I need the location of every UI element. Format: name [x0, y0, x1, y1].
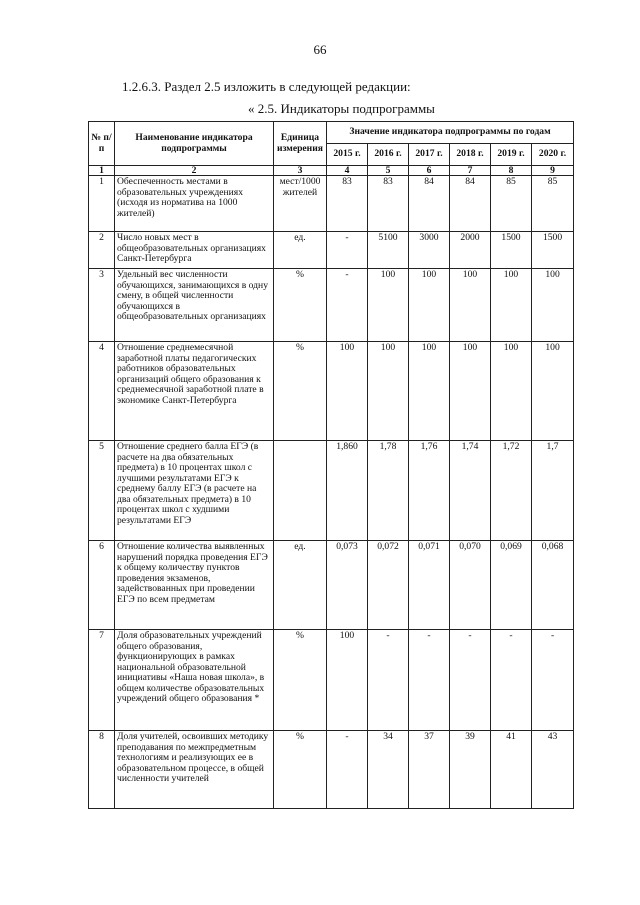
row-number: 2	[89, 232, 115, 269]
value-cell: 100	[409, 342, 450, 441]
table-row	[89, 342, 574, 441]
row-number: 1	[89, 176, 115, 232]
header-name: Наименование индикатора подпрограммы	[115, 122, 274, 166]
value-cell: 100	[368, 269, 409, 342]
table-row	[89, 269, 574, 342]
value-cell: 1,7	[532, 441, 574, 541]
column-number: 3	[274, 166, 327, 176]
value-cell: 0,070	[450, 541, 491, 630]
value-cell: -	[327, 269, 368, 342]
unit-cell: %	[274, 630, 327, 731]
section-title: « 2.5. Индикаторы подпрограммы	[248, 101, 435, 116]
value-cell: 83	[368, 176, 409, 232]
value-cell: 41	[491, 731, 532, 809]
value-cell: 1,74	[450, 441, 491, 541]
unit-cell	[274, 441, 327, 541]
column-number: 7	[450, 166, 491, 176]
table-row	[89, 441, 574, 541]
column-number: 2	[115, 166, 274, 176]
header-year: 2020 г.	[532, 144, 574, 166]
row-number: 3	[89, 269, 115, 342]
row-number: 4	[89, 342, 115, 441]
table-row	[89, 232, 574, 269]
value-cell: -	[368, 630, 409, 731]
value-cell: 3000	[409, 232, 450, 269]
value-cell: -	[327, 232, 368, 269]
value-cell: 1500	[532, 232, 574, 269]
indicators-table	[88, 121, 574, 809]
value-cell: 100	[450, 342, 491, 441]
column-number: 4	[327, 166, 368, 176]
row-number: 8	[89, 731, 115, 809]
header-year: 2015 г.	[327, 144, 368, 166]
value-cell: 85	[532, 176, 574, 232]
value-cell: 100	[532, 269, 574, 342]
column-number: 5	[368, 166, 409, 176]
value-cell: 5100	[368, 232, 409, 269]
value-cell: 0,068	[532, 541, 574, 630]
value-cell: 1,78	[368, 441, 409, 541]
value-cell: 43	[532, 731, 574, 809]
unit-cell: %	[274, 269, 327, 342]
column-number: 9	[532, 166, 574, 176]
unit-cell: мест/1000 жителей	[274, 176, 327, 232]
indicator-name: Удельный вес численности обучающихся, занимающихся в одну смену, в общей численности обучающихся в общеобразовательных организациях	[115, 269, 274, 342]
unit-cell: %	[274, 342, 327, 441]
header-year: 2016 г.	[368, 144, 409, 166]
value-cell: 100	[491, 269, 532, 342]
value-cell: 0,071	[409, 541, 450, 630]
indicator-name: Доля образовательных учреждений общего образования, функционирующих в рамках национальной образовательной инициативы «Наша новая школа», в общем количестве образовательных учреждений общего образования *	[115, 630, 274, 731]
indicator-name: Обеспеченность местами в образовательных учреждениях (исходя из норматива на 1000 жителей)	[115, 176, 274, 232]
indicator-name: Отношение среднего балла ЕГЭ (в расчете на два обязательных предмета) в 10 процентах школ с лучшими результатами ЕГЭ к среднему баллу ЕГЭ (в расчете на два обязательных предмета) в 10 процентах школ с худшими результатами ЕГЭ	[115, 441, 274, 541]
row-number: 5	[89, 441, 115, 541]
instruction-text: 1.2.6.3. Раздел 2.5 изложить в следующей редакции:	[122, 79, 411, 94]
unit-cell: %	[274, 731, 327, 809]
table-row	[89, 541, 574, 630]
table-row	[89, 176, 574, 232]
value-cell: 100	[409, 269, 450, 342]
value-cell: -	[491, 630, 532, 731]
indicator-name: Отношение среднемесячной заработной платы педагогических работников образовательных организаций общего образования к среднемесячной заработной плате в экономике Санкт-Петербурга	[115, 342, 274, 441]
value-cell: 0,073	[327, 541, 368, 630]
header-values: Значение индикатора подпрограммы по годам	[327, 122, 574, 144]
header-year: 2017 г.	[409, 144, 450, 166]
value-cell: 100	[327, 630, 368, 731]
value-cell: 84	[450, 176, 491, 232]
column-number: 6	[409, 166, 450, 176]
header-num: № п/п	[89, 122, 115, 166]
table-row	[89, 630, 574, 731]
column-number: 1	[89, 166, 115, 176]
row-number: 6	[89, 541, 115, 630]
value-cell: -	[327, 731, 368, 809]
value-cell: 34	[368, 731, 409, 809]
value-cell: -	[409, 630, 450, 731]
value-cell: 1,72	[491, 441, 532, 541]
value-cell: 2000	[450, 232, 491, 269]
value-cell: 84	[409, 176, 450, 232]
unit-cell: ед.	[274, 232, 327, 269]
value-cell: 0,069	[491, 541, 532, 630]
value-cell: 1,76	[409, 441, 450, 541]
value-cell: 1500	[491, 232, 532, 269]
header-year: 2019 г.	[491, 144, 532, 166]
table-row	[89, 731, 574, 809]
value-cell: 1,860	[327, 441, 368, 541]
value-cell: 85	[491, 176, 532, 232]
page-number: 66	[313, 42, 327, 57]
header-unit: Единица измерения	[274, 122, 327, 166]
value-cell: 83	[327, 176, 368, 232]
indicator-name: Доля учителей, освоивших методику преподавания по межпредметным технологиям и реализующих ее в образовательном процессе, в общей численности учителей	[115, 731, 274, 809]
column-number: 8	[491, 166, 532, 176]
value-cell: 100	[532, 342, 574, 441]
value-cell: -	[532, 630, 574, 731]
value-cell: 100	[327, 342, 368, 441]
indicator-name: Отношение количества выявленных нарушений порядка проведения ЕГЭ к общему количеству пунктов проведения экзаменов, задействованных при проведении ЕГЭ по всем предметам	[115, 541, 274, 630]
indicator-name: Число новых мест в общеобразовательных организациях Санкт-Петербурга	[115, 232, 274, 269]
value-cell: -	[450, 630, 491, 731]
value-cell: 100	[450, 269, 491, 342]
row-number: 7	[89, 630, 115, 731]
value-cell: 39	[450, 731, 491, 809]
value-cell: 100	[491, 342, 532, 441]
value-cell: 100	[368, 342, 409, 441]
value-cell: 0,072	[368, 541, 409, 630]
value-cell: 37	[409, 731, 450, 809]
header-year: 2018 г.	[450, 144, 491, 166]
unit-cell: ед.	[274, 541, 327, 630]
